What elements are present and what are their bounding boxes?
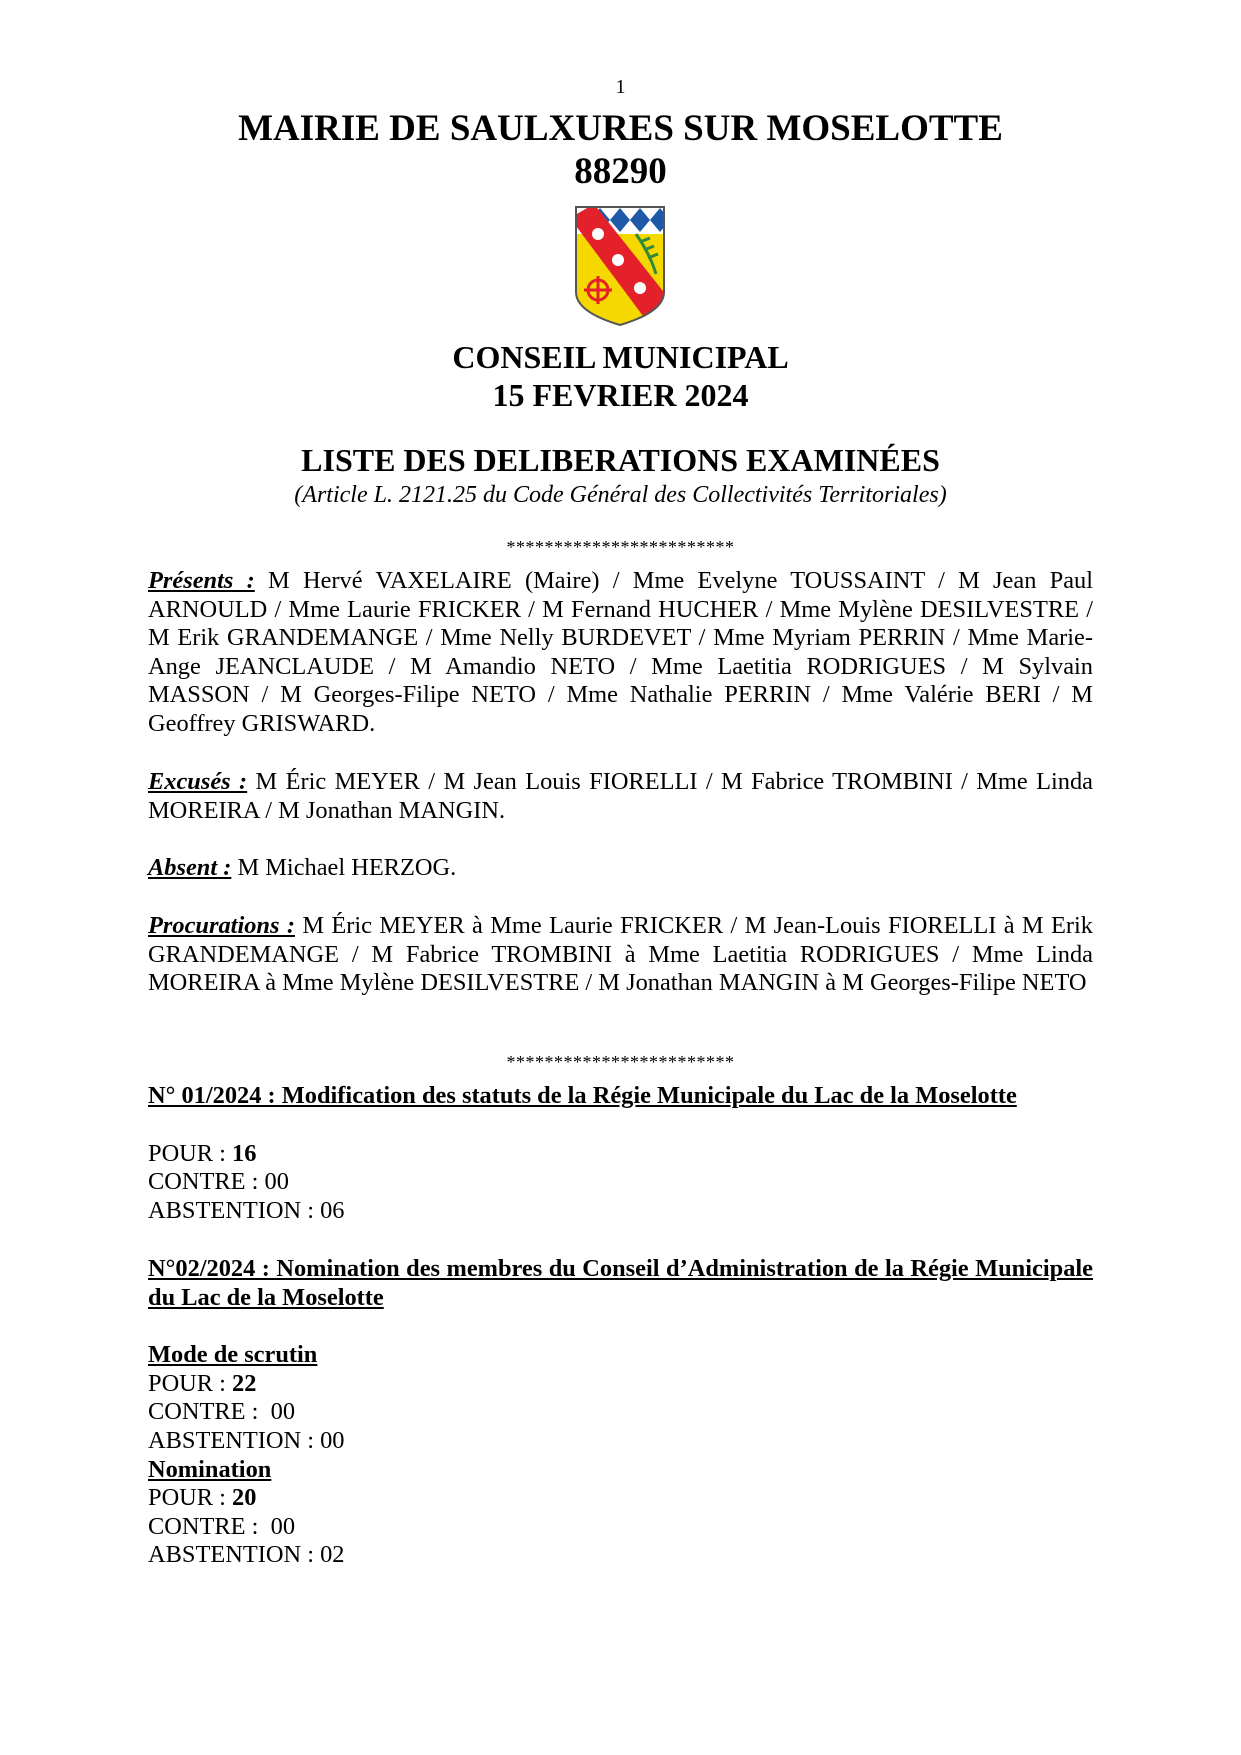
deliberation-2-title: N°02/2024 : Nomination des membres du Conseil d’Administration de la Régie Municipale du Lac de la Moselotte [148, 1255, 1093, 1311]
scrutin-contre: CONTRE : 00 [148, 1398, 296, 1425]
presents-label: Présents : [148, 567, 255, 594]
scrutin-pour: POUR : 22 [148, 1370, 257, 1397]
procurations-paragraph [148, 912, 1093, 998]
council-date: 15 FEVRIER 2024 [492, 377, 749, 413]
absent-paragraph [148, 854, 1093, 883]
deliberation-1-abstention: ABSTENTION : 06 [148, 1197, 345, 1224]
absent-label: Absent : [148, 854, 232, 881]
page-number: 1 [615, 76, 626, 98]
presents-list: M Hervé VAXELAIRE (Maire) / Mme Evelyne TOUSSAINT / M Jean Paul ARNOULD / Mme Laurie FRICKER / M Fernand HUCHER / Mme Mylène DESILVESTRE / M Erik GRANDEMANGE / Mme Nelly BURDEVET / Mme Myriam PERRIN / Mme Marie-Ange JEANCLAUDE / M Amandio NETO / Mme Laetitia RODRIGUES / M Sylvain MASSON / M Georges-Filipe NETO / Mme Nathalie PERRIN / Mme Valérie BERI / M Geoffrey GRISWARD. [148, 567, 1094, 737]
mairie-title: MAIRIE DE SAULXURES SUR MOSELOTTE [238, 108, 1003, 149]
coat-of-arms-icon [570, 204, 670, 328]
deliberation-1-pour: POUR : 16 [148, 1140, 257, 1167]
excuses-paragraph [148, 768, 1093, 825]
nomination-heading: Nomination [148, 1456, 272, 1483]
procurations-list: M Éric MEYER à Mme Laurie FRICKER / M Jean-Louis FIORELLI à M Erik GRANDEMANGE / M Fabrice TROMBINI à Mme Laetitia RODRIGUES / Mme Linda MOREIRA à Mme Mylène DESILVESTRE / M Jonathan MANGIN à M Georges-Filipe NETO [148, 912, 1093, 997]
list-title: LISTE DES DELIBERATIONS EXAMINÉES [301, 442, 940, 478]
article-reference: (Article L. 2121.25 du Code Général des Collectivités Territoriales) [294, 482, 947, 508]
deliberation-1-title: N° 01/2024 : Modification des statuts de la Régie Municipale du Lac de la Moselotte [148, 1082, 1017, 1109]
deliberation-1-contre: CONTRE : 00 [148, 1168, 289, 1195]
excuses-label: Excusés : [148, 768, 248, 795]
nomination-pour: POUR : 20 [148, 1484, 257, 1511]
procurations-label: Procurations : [148, 912, 295, 939]
nomination-abstention: ABSTENTION : 02 [148, 1541, 345, 1568]
council-title: CONSEIL MUNICIPAL [452, 339, 789, 375]
excuses-list: M Éric MEYER / M Jean Louis FIORELLI / M Fabrice TROMBINI / Mme Linda MOREIRA / M Jonathan MANGIN. [148, 768, 1093, 824]
separator-top: ************************ [506, 537, 735, 557]
separator-bottom: ************************ [506, 1052, 735, 1072]
scrutin-heading: Mode de scrutin [148, 1341, 318, 1368]
presents-paragraph [148, 567, 1093, 739]
nomination-contre: CONTRE : 00 [148, 1513, 296, 1540]
scrutin-abstention: ABSTENTION : 00 [148, 1427, 345, 1454]
absent-list: M Michael HERZOG. [237, 854, 457, 881]
postal-code: 88290 [574, 151, 667, 192]
